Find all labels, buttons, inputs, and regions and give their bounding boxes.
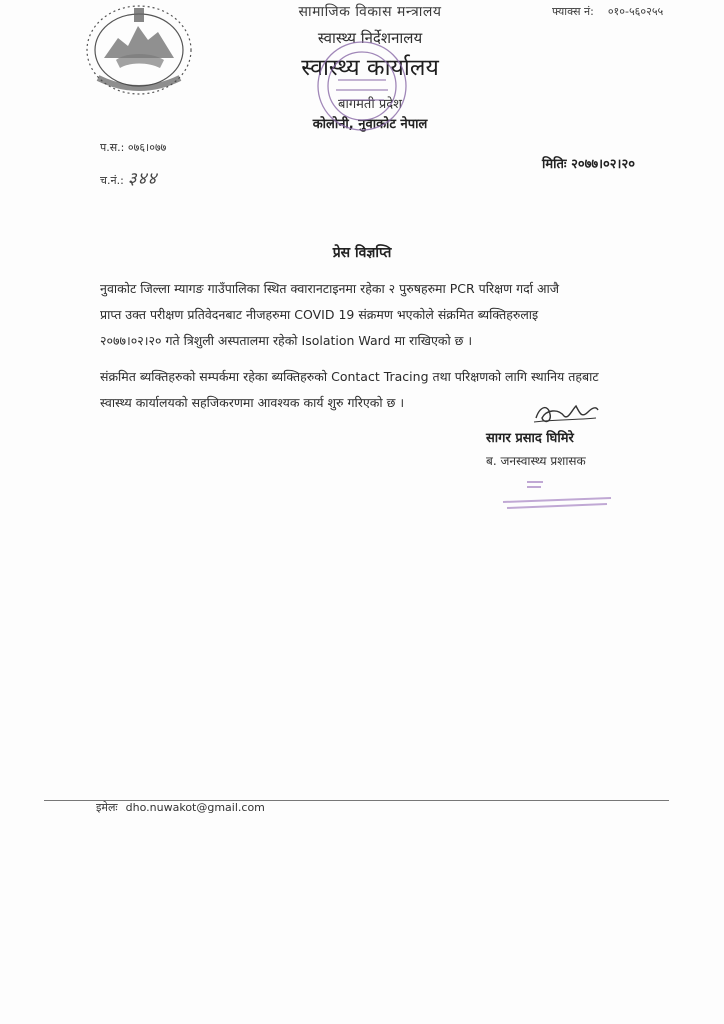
fax-info: [552, 4, 663, 19]
ministry-name: सामाजिक विकास मन्त्रालय: [298, 4, 442, 20]
ps-label: प.स.:: [100, 141, 125, 154]
paragraph-line: २०७७।०२।२० गते त्रिशुली अस्पतालमा रहेको Isolation Ward मा राखिएको छ ।: [100, 333, 473, 348]
ps-value: ०७६।०७७: [127, 141, 167, 154]
letter-date: मितिः २०७७।०२।२०: [542, 157, 636, 172]
office-stamp-icon: [312, 36, 412, 136]
paragraph-line: स्वास्थ्य कार्यालयको सहजिकरणमा आवश्यक कार्य शुरु गरिएको छ ।: [100, 395, 405, 410]
fax-label: फ्याक्स नं:: [552, 5, 594, 18]
footer-email: [96, 800, 265, 815]
notice-paragraph-1: [100, 276, 660, 354]
directorate-name: स्वास्थ्य निर्देशनालय: [317, 29, 423, 47]
signatory-designation: ब. जनस्वास्थ्य प्रशासक: [486, 454, 586, 468]
nepal-emblem-icon: [78, 0, 200, 100]
notice-title: प्रेस विज्ञप्ति: [332, 245, 392, 261]
cn-label: च.नं.:: [100, 174, 124, 187]
paragraph-line: प्राप्त उक्त परीक्षण प्रतिवेदनबाट नीजहरुमा COVID 19 संक्रमण भएकोले संक्रमित ब्यक्तिहरुलाइ: [100, 307, 539, 322]
email-label: इमेलः: [96, 801, 118, 814]
paragraph-line: नुवाकोट जिल्ला म्यागङ गाउँपालिका स्थित क्वारानटाइनमा रहेका २ पुरुषहरुमा PCR परिक्षण गर्दा आजै: [100, 281, 560, 296]
reference-ps: [100, 140, 166, 155]
reference-cn: [100, 166, 157, 189]
province-name: बागमती प्रदेश: [338, 97, 402, 112]
signatory-name: सागर प्रसाद घिमिरे: [486, 431, 574, 446]
designation-stamp-icon: [497, 472, 617, 514]
office-address: कोलोनी, नुवाकोट नेपाल: [312, 117, 428, 132]
fax-number: ०१०-५६०२५५: [607, 5, 664, 18]
cn-value: ३४४: [127, 169, 158, 189]
office-name: स्वास्थ्य कार्यालय: [301, 55, 439, 81]
paragraph-line: संक्रमित ब्यक्तिहरुको सम्पर्कमा रहेका ब्यक्तिहरुको Contact Tracing तथा परिक्षणको लागि स्थानिय तहबाट: [100, 369, 599, 384]
handwritten-signature: [530, 396, 602, 428]
email-address: dho.nuwakot@gmail.com: [125, 801, 265, 814]
